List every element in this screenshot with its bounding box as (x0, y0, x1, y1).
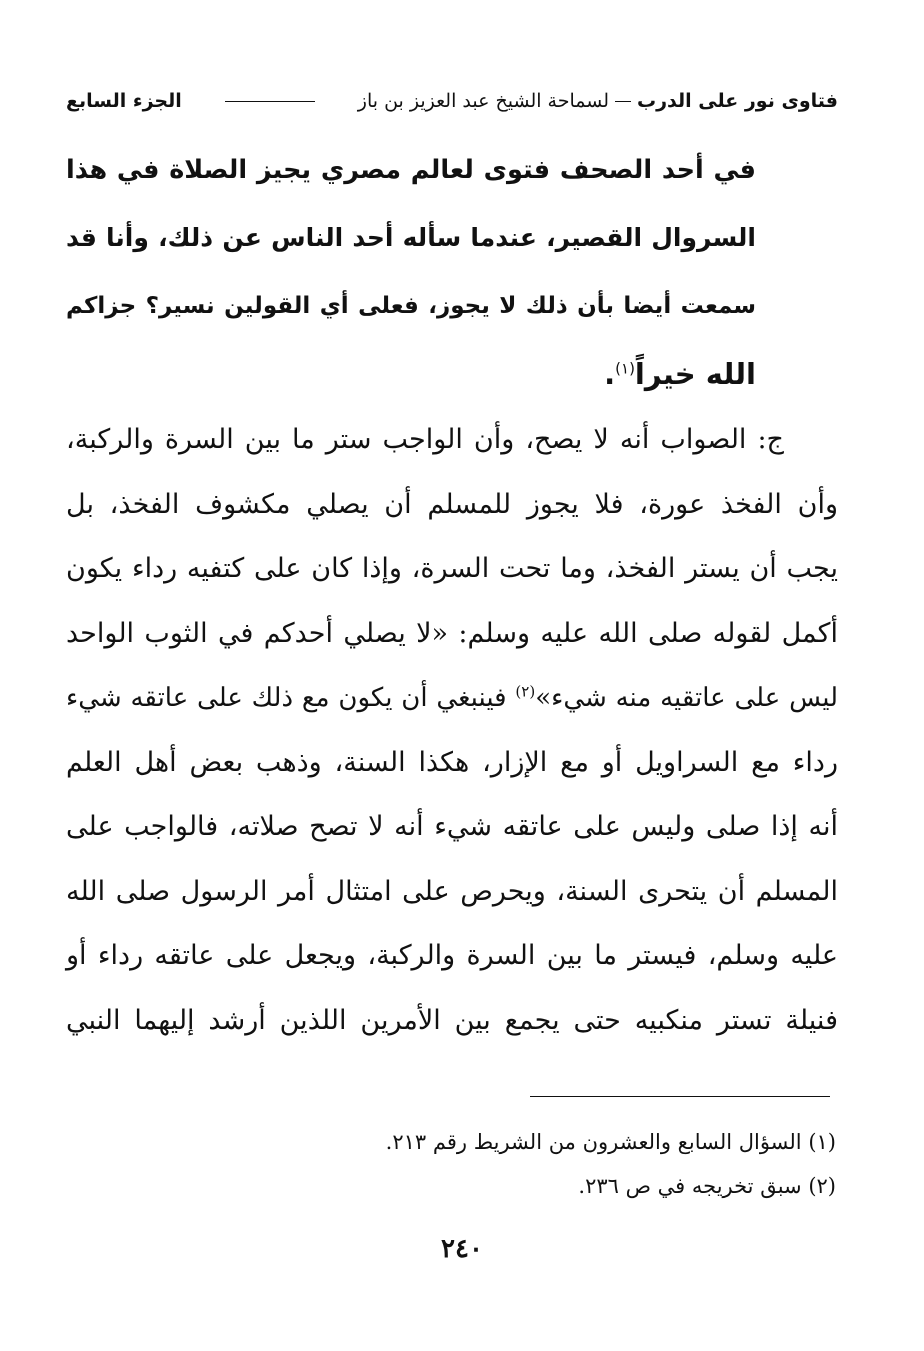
answer-line: رداء مع السراويل أو مع الإزار، هكذا السنة، وذهب بعض أهل العلم (66, 746, 838, 778)
answer-line: وأن الفخذ عورة، فلا يجوز للمسلم أن يصلي مكشوف الفخذ، بل (66, 488, 838, 520)
question-line: في أحد الصحف فتوى لعالم مصري يجيز الصلاة في هذا (66, 155, 756, 185)
answer-line-with-footnote (66, 666, 838, 731)
question-line: سمعت أيضا بأن ذلك لا يجوز، فعلى أي القولين نسير؟ جزاكم (66, 293, 756, 319)
answer-line: ج: الصواب أنه لا يصح، وأن الواجب ستر ما بين السرة والركبة، (66, 424, 784, 455)
running-header (66, 84, 838, 118)
footnote-ref-1[interactable]: (١) (615, 359, 635, 378)
answer-line: أنه إذا صلى وليس على عاتقه شيء أنه لا تصح صلاته، فالواجب على (66, 811, 838, 842)
footnote-separator (530, 1096, 830, 1097)
footnotes (66, 1120, 836, 1208)
question-line: السروال القصير، عندما سأله أحد الناس عن ذلك، وأنا قد (66, 223, 756, 252)
header-dash (615, 101, 631, 102)
header-rule (225, 101, 315, 102)
book-author: لسماحة الشيخ عبد العزيز بن باز (357, 90, 609, 112)
answer-line: فنيلة تستر منكبيه حتى يجمع بين الأمرين اللذين أرشد إليهما النبي (66, 1004, 838, 1036)
footnote-1: (١) السؤال السابع والعشرون من الشريط رقم ٢١٣. (385, 1130, 836, 1154)
volume-label: الجزء السابع (66, 90, 182, 112)
footnote-ref-2[interactable]: (٢) (515, 682, 536, 701)
answer-line-continuation: فينبغي أن يكون مع ذلك على عاتقه شيء (66, 683, 507, 713)
answer-line: يجب أن يستر الفخذ، وما تحت السرة، وإذا كان على كتفيه رداء يكون (66, 553, 838, 584)
answer-hadith-end: ليس على عاتقيه منه شيء» (535, 683, 838, 713)
question-line-text: الله خيراً (634, 357, 756, 391)
book-title: فتاوى نور على الدرب (637, 90, 838, 112)
running-header-title-group (358, 90, 838, 112)
answer-block (66, 408, 838, 1053)
question-line-last (66, 340, 756, 408)
footnote-2: (٢) سبق تخريجه في ص ٢٣٦. (578, 1174, 836, 1198)
answer-line: المسلم أن يتحرى السنة، ويحرص على امتثال أمر الرسول صلى الله (66, 875, 838, 907)
answer-line: عليه وسلم، فيستر ما بين السرة والركبة، ويجعل على عاتقه رداء أو (66, 940, 838, 971)
question-block (66, 136, 756, 408)
question-end-period: . (604, 357, 616, 391)
page-number: ٢٤٠ (441, 1234, 483, 1264)
answer-line: أكمل لقوله صلى الله عليه وسلم: «لا يصلي أحدكم في الثوب الواحد (66, 617, 838, 649)
